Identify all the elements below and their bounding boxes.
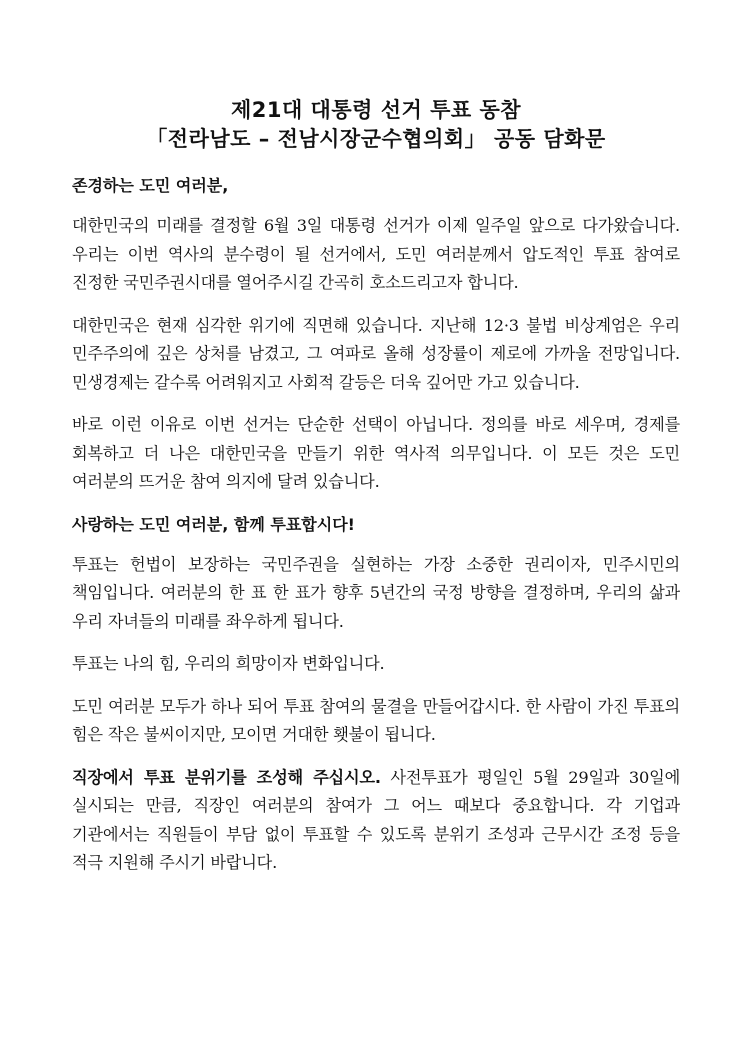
paragraph-5: 투표는 나의 힘, 우리의 희망이자 변화입니다.	[72, 654, 385, 673]
greeting-heading: 존경하는 도민 여러분,	[72, 176, 229, 195]
document-title	[72, 96, 680, 154]
call-to-vote-heading: 사랑하는 도민 여러분, 함께 투표합시다!	[72, 514, 355, 534]
paragraph-1: 대한민국의 미래를 결정할 6월 3일 대통령 선거가 이제 일주일 앞으로 다가왔습니다. 우리는 이번 역사의 분수령이 될 선거에서, 도민 여러분께서 압도적인 투표 참여로 진정한 국민주권시대를 열어주시길 간곡히 호소드리고자 합니다.	[72, 216, 680, 292]
document-page	[72, 96, 680, 892]
workplace-appeal-body: 사전투표가 평일인 5월 29일과 30일에 실시되는 만큼, 직장인 여러분의 참여가 그 어느 때보다 중요합니다. 각 기업과 기관에서는 직원들이 부담 없이 투표할 수 있도록 분위기 조성과 근무시간 조정 등을 적극 지원해 주시기 바랍니다.	[72, 767, 681, 872]
title-line-1: 제21대 대통령 선거 투표 동참	[230, 98, 522, 122]
paragraph-2: 대한민국은 현재 심각한 위기에 직면해 있습니다. 지난해 12·3 불법 비상계엄은 우리 민주주의에 깊은 상처를 남겼고, 그 여파로 올해 성장률이 제로에 가까울 전망입니다. 민생경제는 갈수록 어려워지고 사회적 갈등은 더욱 깊어만 가고 있습니다.	[72, 315, 680, 392]
paragraph-4: 투표는 헌법이 보장하는 국민주권을 실현하는 가장 소중한 권리이자, 민주시민의 책임입니다. 여러분의 한 표 한 표가 향후 5년간의 국정 방향을 결정하며, 우리의 삶과 우리 자녀들의 미래를 좌우하게 됩니다.	[72, 554, 680, 631]
workplace-appeal-lead: 직장에서 투표 분위기를 조성해 주십시오.	[72, 767, 381, 787]
paragraph-6: 도민 여러분 모두가 하나 되어 투표 참여의 물결을 만들어갑시다. 한 사람이 가진 투표의 힘은 작은 불씨이지만, 모이면 거대한 횃불이 됩니다.	[72, 696, 680, 744]
title-line-2: 「전라남도 – 전남시장군수협의회」 공동 담화문	[146, 127, 606, 151]
paragraph-7	[72, 764, 680, 878]
paragraph-3: 바로 이런 이유로 이번 선거는 단순한 선택이 아닙니다. 정의를 바로 세우며, 경제를 회복하고 더 나은 대한민국을 만들기 위한 역사적 의무입니다. 이 모든 것은 도민 여러분의 뜨거운 참여 의지에 달려 있습니다.	[72, 415, 680, 491]
